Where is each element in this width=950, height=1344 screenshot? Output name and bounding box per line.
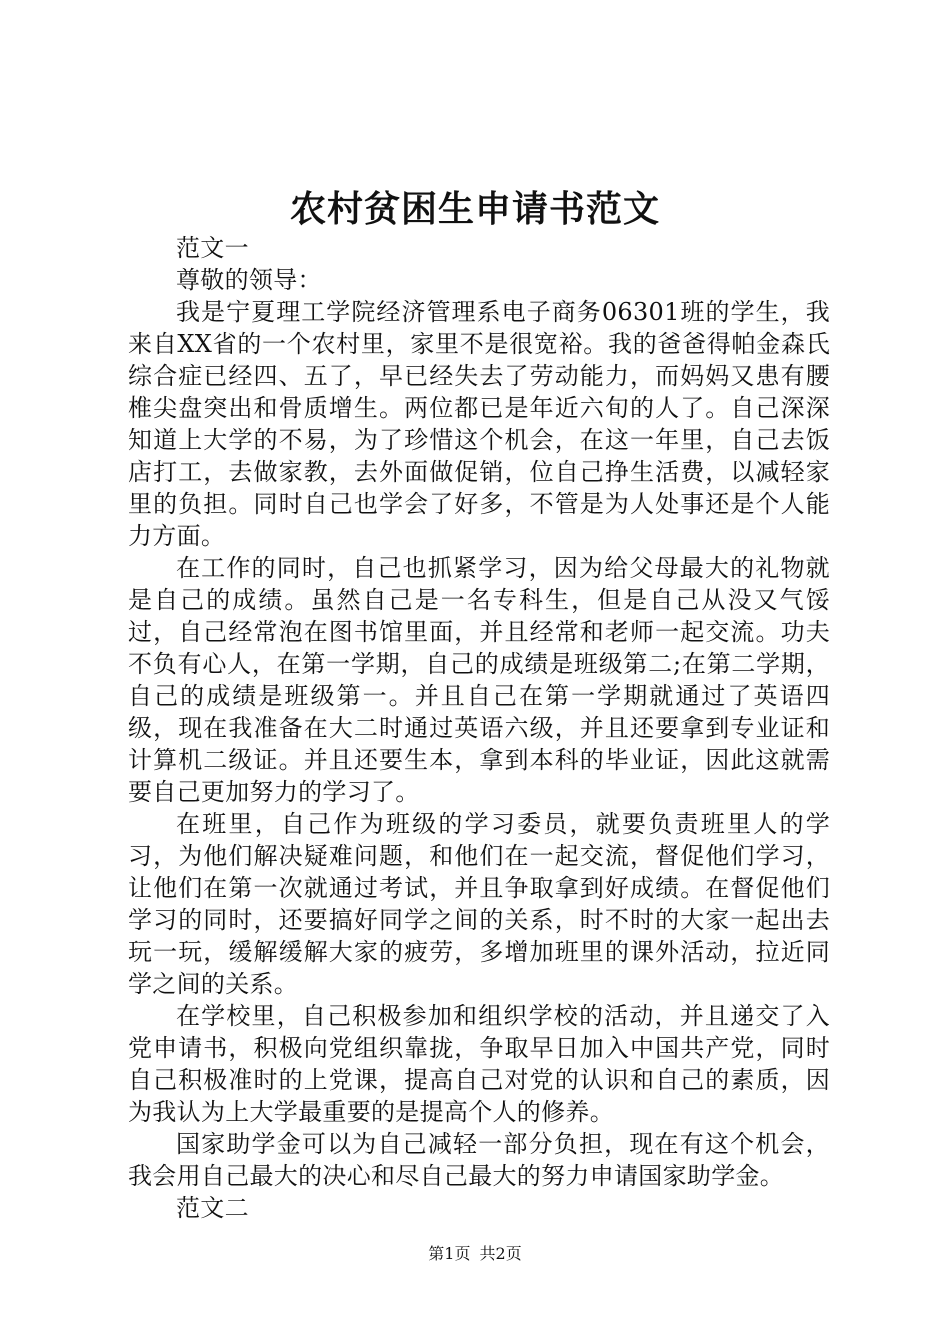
page-total: 共2页 [479, 1244, 522, 1263]
document-body [128, 232, 830, 1224]
paragraph-introduction: 我是宁夏理工学院经济管理系电子商务06301班的学生，我来自XX省的一个农村里，家里不是很宽裕。我的爸爸得帕金森氏综合症已经四、五了，早已经失去了劳动能力，而妈妈又患有腰椎尖盘突出和骨质增生。两位都已是年近六旬的人了。自己深深知道上大学的不易，为了珍惜这个机会，在这一年里，自己去饭店打工，去做家教，去外面做促销，位自己挣生活费，以减轻家里的负担。同时自己也学会了好多，不管是为人处事还是个人能力方面。 [128, 298, 830, 550]
paragraph-class-duties: 在班里，自己作为班级的学习委员，就要负责班里人的学习，为他们解决疑难问题，和他们在一起交流，督促他们学习，让他们在第一次就通过考试，并且争取拿到好成绩。在督促他们学习的同时，还要搞好同学之间的关系，时不时的大家一起出去玩一玩，缓解缓解大家的疲劳，多增加班里的课外活动，拉近同学之间的关系。 [128, 810, 830, 998]
document-title: 农村贫困生申请书范文 [289, 188, 660, 230]
paragraph-heading-sample-two: 范文二 [176, 1194, 249, 1222]
paragraph-study: 在工作的同时，自己也抓紧学习，因为给父母最大的礼物就是自己的成绩。虽然自己是一名专科生，但是自己从没又气馁过，自己经常泡在图书馆里面，并且经常和老师一起交流。功夫不负有心人，在第一学期，自己的成绩是班级第二;在第二学期，自己的成绩是班级第一。并且自己在第一学期就通过了英语四级，现在我准备在大二时通过英语六级，并且还要拿到专业证和计算机二级证。并且还要生本，拿到本科的毕业证，因此这就需要自己更加努力的学习了。 [128, 554, 830, 806]
paragraph-heading-sample-one: 范文一 [176, 234, 249, 262]
paragraph-salutation: 尊敬的领导： [176, 266, 322, 294]
paragraph-conclusion: 国家助学金可以为自己减轻一部分负担，现在有这个机会，我会用自己最大的决心和尽自己最大的努力申请国家助学金。 [128, 1130, 830, 1190]
page-footer [0, 1244, 950, 1264]
page-number: 第1页 [428, 1244, 471, 1263]
paragraph-school-activities: 在学校里，自己积极参加和组织学校的活动，并且递交了入党申请书，积极向党组织靠拢，争取早日加入中国共产党，同时自己积极准时的上党课，提高自己对党的认识和自己的素质，因为我认为上大学最重要的是提高个人的修养。 [128, 1002, 830, 1126]
